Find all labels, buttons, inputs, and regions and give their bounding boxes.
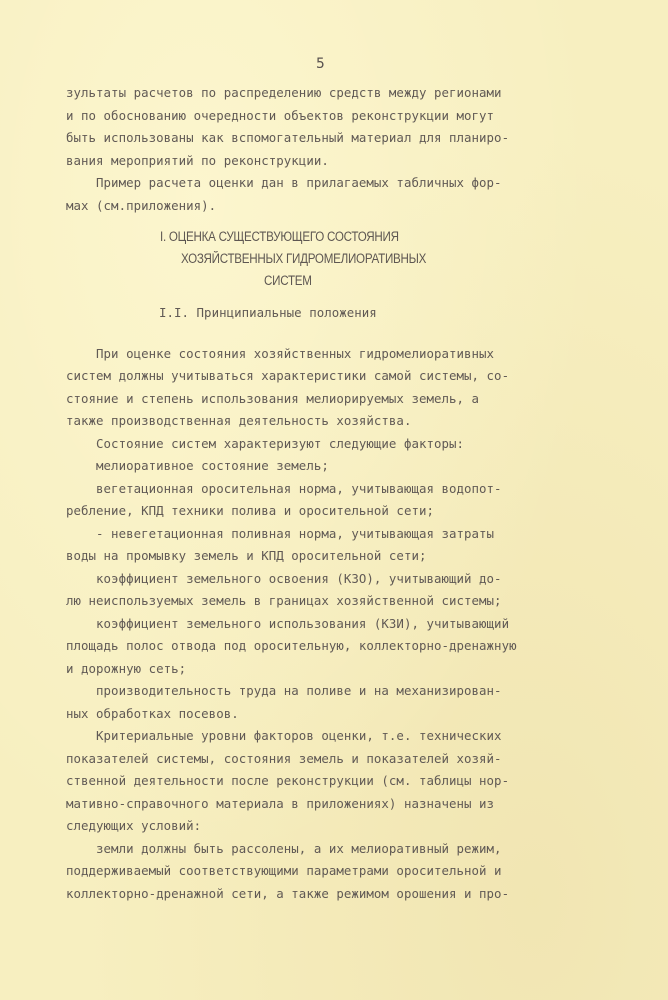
text-line: коэффициент земельного использования (КЗИ), учитывающий <box>66 616 510 631</box>
text-line: лю неиспользуемых земель в границах хозяйственной системы; <box>66 593 502 608</box>
text-line: вания мероприятий по реконструкции. <box>66 153 329 168</box>
text-line: При оценке состояния хозяйственных гидромелиоративных <box>66 346 495 361</box>
text-line: воды на промывку земель и КПД оросительной сети; <box>66 548 427 563</box>
text-line: вегетационная оросительная норма, учитывающая водопот- <box>66 481 502 496</box>
subsection-heading: I.I. Принципиальные положения <box>159 305 377 320</box>
text-line: коэффициент земельного освоения (КЗО), учитывающий до- <box>66 571 502 586</box>
text-line: земли должны быть рассолены, а их мелиоративный режим, <box>66 841 502 856</box>
page-number: 5 <box>316 56 325 72</box>
text-line: - невегетационная поливная норма, учитывающая затраты <box>66 526 495 541</box>
text-line: и дорожную сеть; <box>66 661 187 676</box>
text-line: ребление, КПД техники полива и оросительной сети; <box>66 503 434 518</box>
text-line: зультаты расчетов по распределению средств между регионами <box>66 85 502 100</box>
section-heading-line: I. ОЦЕНКА СУЩЕСТВУЮЩЕГО СОСТОЯНИЯ <box>160 229 399 244</box>
text-line: Пример расчета оценки дан в прилагаемых табличных фор- <box>66 175 502 190</box>
text-line: Состояние систем характеризуют следующие факторы: <box>66 436 465 451</box>
section-heading-line: ХОЗЯЙСТВЕННЫХ ГИДРОМЕЛИОРАТИВНЫХ <box>181 251 427 266</box>
text-line: ных обработках посевов. <box>66 706 239 721</box>
text-line: показателей системы, состояния земель и показателей хозяй- <box>66 751 502 766</box>
text-line: коллекторно-дренажной сети, а также режимом орошения и про- <box>66 886 510 901</box>
text-line: мах (см.приложения). <box>66 198 217 213</box>
text-line: стояние и степень использования мелиорируемых земель, а <box>66 391 480 406</box>
text-line: Критериальные уровни факторов оценки, т.е. технических <box>66 728 502 743</box>
text-line: поддерживаемый соответствующими параметрами оросительной и <box>66 863 502 878</box>
text-line: также производственная деятельность хозяйства. <box>66 413 412 428</box>
text-line: и по обоснованию очередности объектов реконструкции могут <box>66 108 495 123</box>
text-line: систем должны учитываться характеристики самой системы, со- <box>66 368 510 383</box>
text-line: следующих условий: <box>66 818 202 833</box>
section-heading-line: СИСТЕМ <box>264 273 312 288</box>
text-line: ственной деятельности после реконструкции (см. таблицы нор- <box>66 773 510 788</box>
text-line: мативно-справочного материала в приложениях) назначены из <box>66 796 495 811</box>
text-line: площадь полос отвода под оросительную, коллекторно-дренажную <box>66 638 517 653</box>
text-line: мелиоративное состояние земель; <box>66 458 329 473</box>
text-line: быть использованы как вспомогательный материал для планиро- <box>66 130 510 145</box>
text-line: производительность труда на поливе и на механизирован- <box>66 683 502 698</box>
